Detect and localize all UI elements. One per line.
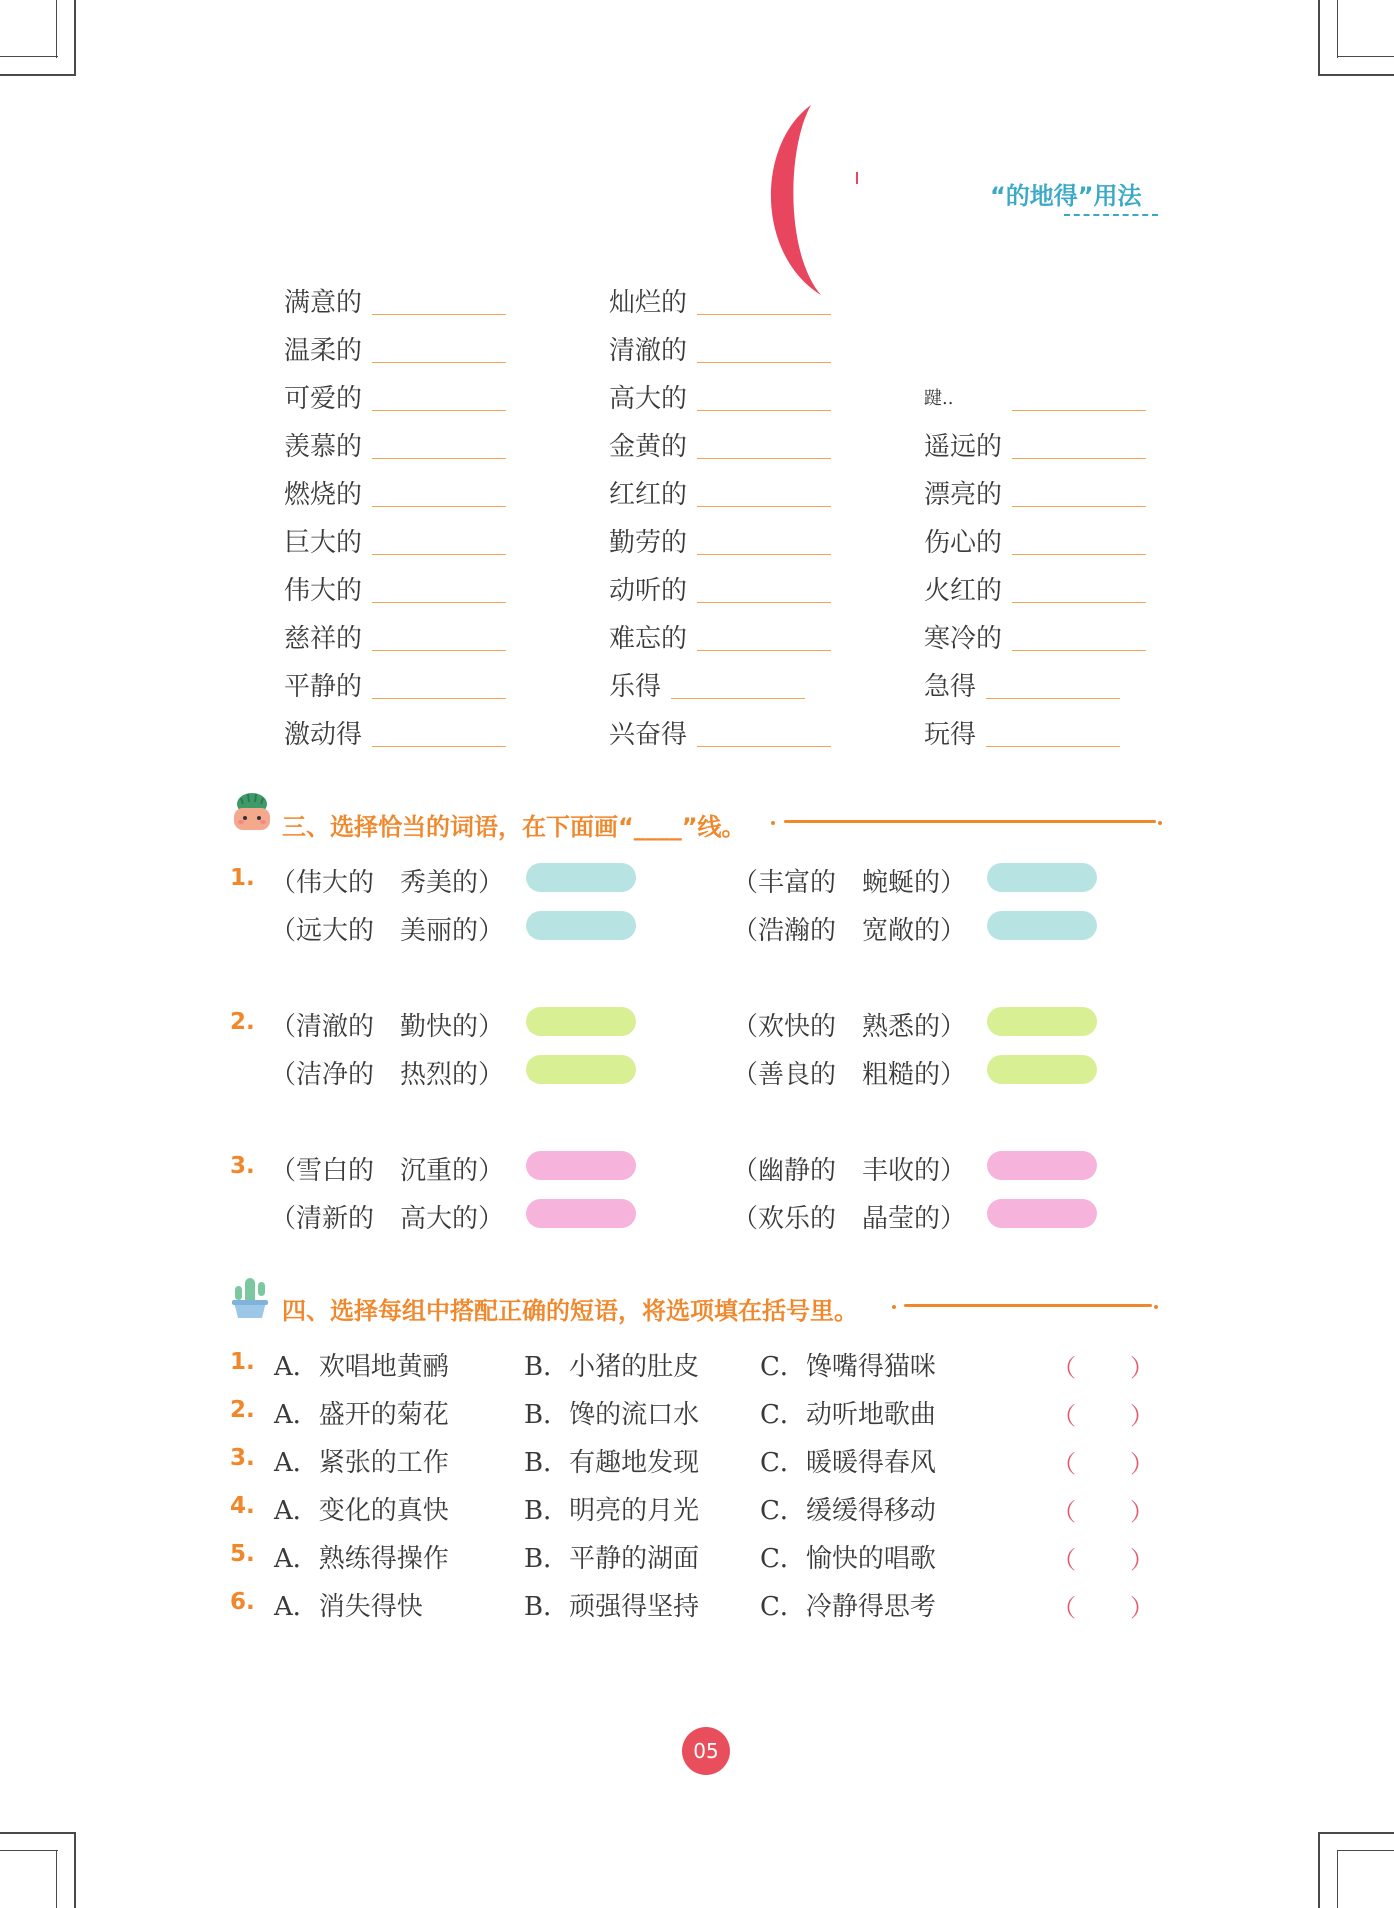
answer-pill[interactable]	[987, 1199, 1097, 1228]
answer-paren-close[interactable]: ）	[1130, 1498, 1154, 1526]
option-a: A．盛开的菊花	[274, 1400, 449, 1430]
answer-blank[interactable]	[1012, 554, 1146, 555]
crop-mark	[0, 74, 76, 76]
option-c: C．馋嘴得猫咪	[760, 1352, 936, 1382]
answer-blank[interactable]	[986, 698, 1120, 699]
option-b: B．顽强得坚持	[524, 1592, 700, 1622]
answer-blank[interactable]	[671, 698, 805, 699]
answer-paren-open[interactable]: （	[1052, 1546, 1076, 1574]
heading-dot	[1154, 1305, 1158, 1309]
crop-mark	[74, 0, 76, 76]
word-pair: （欢乐的 晶莹的）	[732, 1204, 967, 1234]
answer-pill[interactable]	[526, 1055, 636, 1084]
option-b: B．馋的流口水	[524, 1400, 700, 1430]
word-prompt: 激动得	[284, 720, 363, 750]
answer-blank[interactable]	[1012, 506, 1146, 507]
answer-pill[interactable]	[526, 1151, 636, 1180]
word-prompt: 玩得	[924, 720, 977, 750]
heading-dot	[771, 821, 775, 825]
option-c: C．愉快的唱歌	[760, 1544, 936, 1574]
answer-blank[interactable]	[372, 746, 506, 747]
option-b: B．有趣地发现	[524, 1448, 700, 1478]
heading-rule	[784, 820, 1156, 823]
answer-blank[interactable]	[1012, 602, 1146, 603]
answer-pill[interactable]	[526, 863, 636, 892]
word-prompt: 满意的	[284, 288, 363, 318]
word-prompt: 金黄的	[609, 432, 688, 462]
answer-paren-open[interactable]: （	[1052, 1594, 1076, 1622]
word-prompt: 羡慕的	[284, 432, 363, 462]
answer-blank[interactable]	[697, 650, 831, 651]
word-prompt: 平静的	[284, 672, 363, 702]
answer-pill[interactable]	[987, 1055, 1097, 1084]
option-a: A．熟练得操作	[274, 1544, 449, 1574]
word-prompt: 温柔的	[284, 336, 363, 366]
question-number: 6.	[230, 1589, 255, 1615]
page-title: “的地得”用法	[990, 182, 1142, 210]
answer-paren-open[interactable]: （	[1052, 1498, 1076, 1526]
word-prompt: 高大的	[609, 384, 688, 414]
answer-pill[interactable]	[526, 1199, 636, 1228]
answer-blank[interactable]	[697, 602, 831, 603]
option-a: A．变化的真快	[274, 1496, 449, 1526]
answer-blank[interactable]	[1012, 410, 1146, 411]
answer-pill[interactable]	[987, 1007, 1097, 1036]
word-prompt: 清澈的	[609, 336, 688, 366]
question-number: 1.	[230, 865, 255, 891]
word-prompt: 伤心的	[924, 528, 1003, 558]
word-prompt: 火红的	[924, 576, 1003, 606]
answer-paren-close[interactable]: ）	[1130, 1402, 1154, 1430]
crop-mark	[1318, 74, 1394, 76]
answer-pill[interactable]	[987, 863, 1097, 892]
crop-mark	[0, 1850, 58, 1851]
question-number: 2.	[230, 1397, 255, 1423]
answer-paren-close[interactable]: ）	[1130, 1594, 1154, 1622]
section3-heading: 三、选择恰当的词语，在下面画“____”线。	[282, 813, 746, 841]
word-pair: （清澈的 勤快的）	[270, 1012, 505, 1042]
word-pair: （雪白的 沉重的）	[270, 1156, 505, 1186]
crop-mark	[56, 1850, 57, 1908]
answer-blank[interactable]	[372, 314, 506, 315]
answer-blank[interactable]	[372, 698, 506, 699]
answer-blank[interactable]	[372, 554, 506, 555]
word-pair: （洁净的 热烈的）	[270, 1060, 505, 1090]
word-pair: （浩瀚的 宽敞的）	[732, 916, 967, 946]
answer-blank[interactable]	[697, 506, 831, 507]
word-prompt: 勤劳的	[609, 528, 688, 558]
crop-mark	[74, 1832, 76, 1908]
answer-paren-open[interactable]: （	[1052, 1354, 1076, 1382]
crop-mark	[1337, 56, 1394, 57]
answer-pill[interactable]	[987, 911, 1097, 940]
page-number-badge: 05	[682, 1727, 730, 1775]
title-underline	[1064, 214, 1158, 216]
answer-paren-close[interactable]: ）	[1130, 1546, 1154, 1574]
word-prompt: 灿烂的	[609, 288, 688, 318]
answer-pill[interactable]	[526, 911, 636, 940]
answer-pill[interactable]	[526, 1007, 636, 1036]
word-prompt: 难忘的	[609, 624, 688, 654]
answer-blank[interactable]	[372, 410, 506, 411]
answer-paren-close[interactable]: ）	[1130, 1354, 1154, 1382]
cactus-pot-icon	[230, 1272, 270, 1322]
option-c: C．缓缓得移动	[760, 1496, 936, 1526]
word-pair: （丰富的 蜿蜒的）	[732, 868, 967, 898]
word-prompt: 红红的	[609, 480, 688, 510]
answer-blank[interactable]	[697, 362, 831, 363]
answer-blank[interactable]	[372, 458, 506, 459]
answer-blank[interactable]	[1012, 458, 1146, 459]
crop-mark	[56, 0, 57, 58]
heading-rule	[904, 1304, 1152, 1307]
answer-blank[interactable]	[697, 458, 831, 459]
crop-mark	[0, 1832, 76, 1834]
answer-paren-open[interactable]: （	[1052, 1450, 1076, 1478]
crop-mark	[1318, 1832, 1394, 1834]
answer-blank[interactable]	[1012, 650, 1146, 651]
section4-heading: 四、选择每组中搭配正确的短语，将选项填在括号里。	[282, 1297, 858, 1325]
crop-mark	[1318, 1832, 1320, 1908]
word-pair: （远大的 美丽的）	[270, 916, 505, 946]
option-a: A．消失得快	[274, 1592, 423, 1622]
answer-blank[interactable]	[372, 362, 506, 363]
word-prompt: 慈祥的	[284, 624, 363, 654]
word-prompt: 可爱的	[284, 384, 363, 414]
question-number: 4.	[230, 1493, 255, 1519]
crop-mark	[1337, 1850, 1338, 1908]
question-number: 2.	[230, 1009, 255, 1035]
answer-blank[interactable]	[372, 602, 506, 603]
crop-mark	[1337, 0, 1338, 58]
answer-paren-close[interactable]: ）	[1130, 1450, 1154, 1478]
answer-blank[interactable]	[986, 746, 1120, 747]
answer-blank[interactable]	[372, 650, 506, 651]
word-prompt: 漂亮的	[924, 480, 1003, 510]
answer-blank[interactable]	[697, 554, 831, 555]
question-number: 5.	[230, 1541, 255, 1567]
option-b: B．平静的湖面	[524, 1544, 700, 1574]
word-prompt: 寒冷的	[924, 624, 1003, 654]
word-prompt: 遥远的	[924, 432, 1003, 462]
heading-dot	[892, 1305, 896, 1309]
word-prompt: 巨大的	[284, 528, 363, 558]
answer-blank[interactable]	[697, 410, 831, 411]
crop-mark	[0, 56, 58, 57]
option-c: C．暖暖得春风	[760, 1448, 936, 1478]
answer-blank[interactable]	[697, 314, 831, 315]
option-a: A．紧张的工作	[274, 1448, 449, 1478]
small-mark	[856, 172, 858, 184]
option-c: C．动听地歌曲	[760, 1400, 936, 1430]
word-prompt: 乐得	[609, 672, 662, 702]
crop-mark	[1337, 1850, 1394, 1851]
word-prompt: 燃烧的	[284, 480, 363, 510]
crop-mark	[1318, 0, 1320, 76]
answer-paren-open[interactable]: （	[1052, 1402, 1076, 1430]
heading-dot	[1158, 821, 1162, 825]
option-a: A．欢唱地黄鹂	[274, 1352, 449, 1382]
word-pair: （欢快的 熟悉的）	[732, 1012, 967, 1042]
word-prompt: 急得	[924, 672, 977, 702]
answer-blank[interactable]	[697, 746, 831, 747]
answer-blank[interactable]	[372, 506, 506, 507]
question-number: 1.	[230, 1349, 255, 1375]
word-pair: （善良的 粗糙的）	[732, 1060, 967, 1090]
word-prompt: 踺..	[924, 388, 954, 409]
option-b: B．小猪的肚皮	[524, 1352, 700, 1382]
cactus-icon	[230, 790, 274, 834]
word-prompt: 伟大的	[284, 576, 363, 606]
answer-pill[interactable]	[987, 1151, 1097, 1180]
option-b: B．明亮的月光	[524, 1496, 700, 1526]
word-pair: （幽静的 丰收的）	[732, 1156, 967, 1186]
option-c: C．冷静得思考	[760, 1592, 936, 1622]
question-number: 3.	[230, 1153, 255, 1179]
word-pair: （伟大的 秀美的）	[270, 868, 505, 898]
question-number: 3.	[230, 1445, 255, 1471]
word-pair: （清新的 高大的）	[270, 1204, 505, 1234]
word-prompt: 兴奋得	[609, 720, 688, 750]
word-prompt: 动听的	[609, 576, 688, 606]
crescent-decoration	[766, 105, 866, 295]
